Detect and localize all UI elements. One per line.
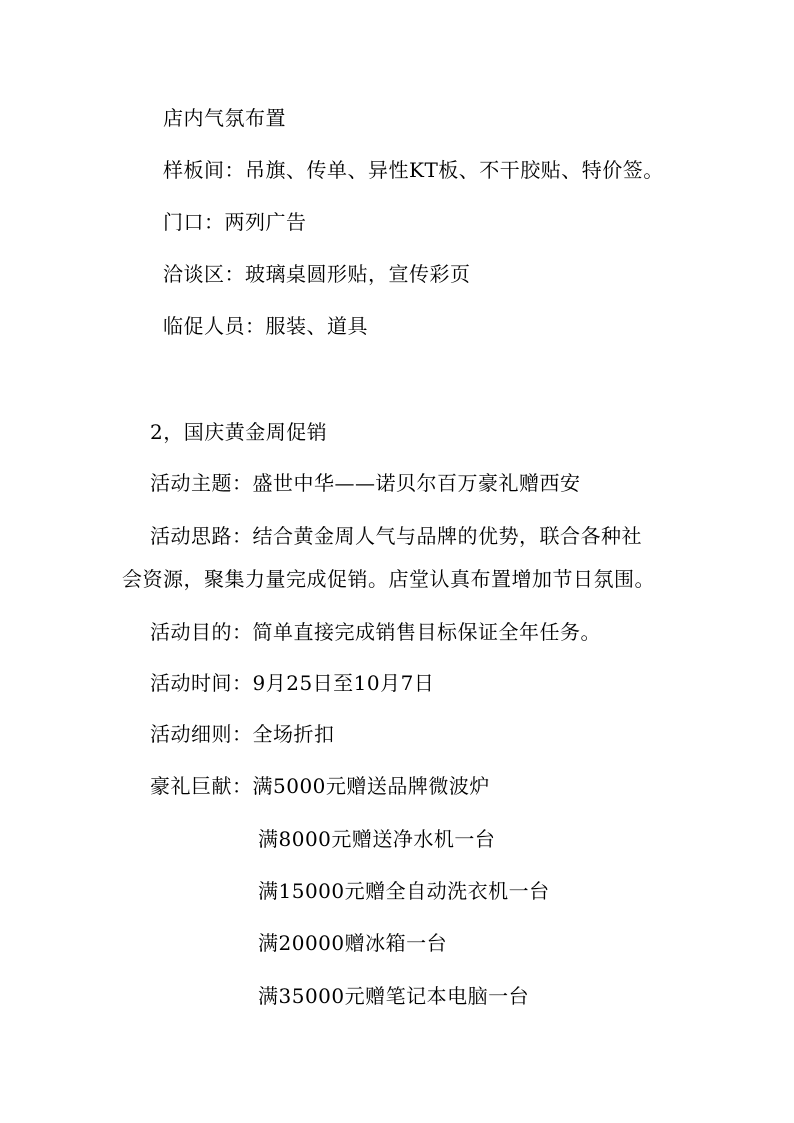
paragraph-rules: 活动细则：全场折扣: [150, 722, 335, 746]
gift-item-4: 满20000赠冰箱一台: [258, 931, 448, 955]
paragraph-goal: 活动目的：简单直接完成销售目标保证全年任务。: [150, 620, 601, 644]
paragraph-showroom: 样板间：吊旗、传单、异性KT板、不干胶贴、特价签。: [163, 158, 664, 182]
paragraph-entrance: 门口：两列广告: [163, 210, 307, 234]
paragraph-negotiation-area: 洽谈区：玻璃桌圆形贴，宣传彩页: [163, 262, 471, 286]
heading-store-atmosphere: 店内气氛布置: [163, 106, 286, 130]
gift-item-1: 豪礼巨献：满5000元赠送品牌微波炉: [150, 774, 490, 798]
gift-item-5: 满35000元赠笔记本电脑一台: [258, 984, 530, 1008]
paragraph-approach-line-2: 会资源，聚集力量完成促销。店堂认真布置增加节日氛围。: [122, 567, 655, 591]
gift-item-2: 满8000元赠送净水机一台: [258, 827, 496, 851]
paragraph-theme: 活动主题：盛世中华——诺贝尔百万豪礼赠西安: [150, 471, 581, 495]
paragraph-time: 活动时间：9月25日至10月7日: [150, 671, 435, 695]
paragraph-approach-line-1: 活动思路：结合黄金周人气与品牌的优势，联合各种社: [150, 524, 642, 548]
gift-item-3: 满15000元赠全自动洗衣机一台: [258, 879, 550, 903]
section-heading-national-day: 2，国庆黄金周促销: [150, 420, 328, 444]
paragraph-promoters: 临促人员：服装、道具: [163, 314, 368, 338]
